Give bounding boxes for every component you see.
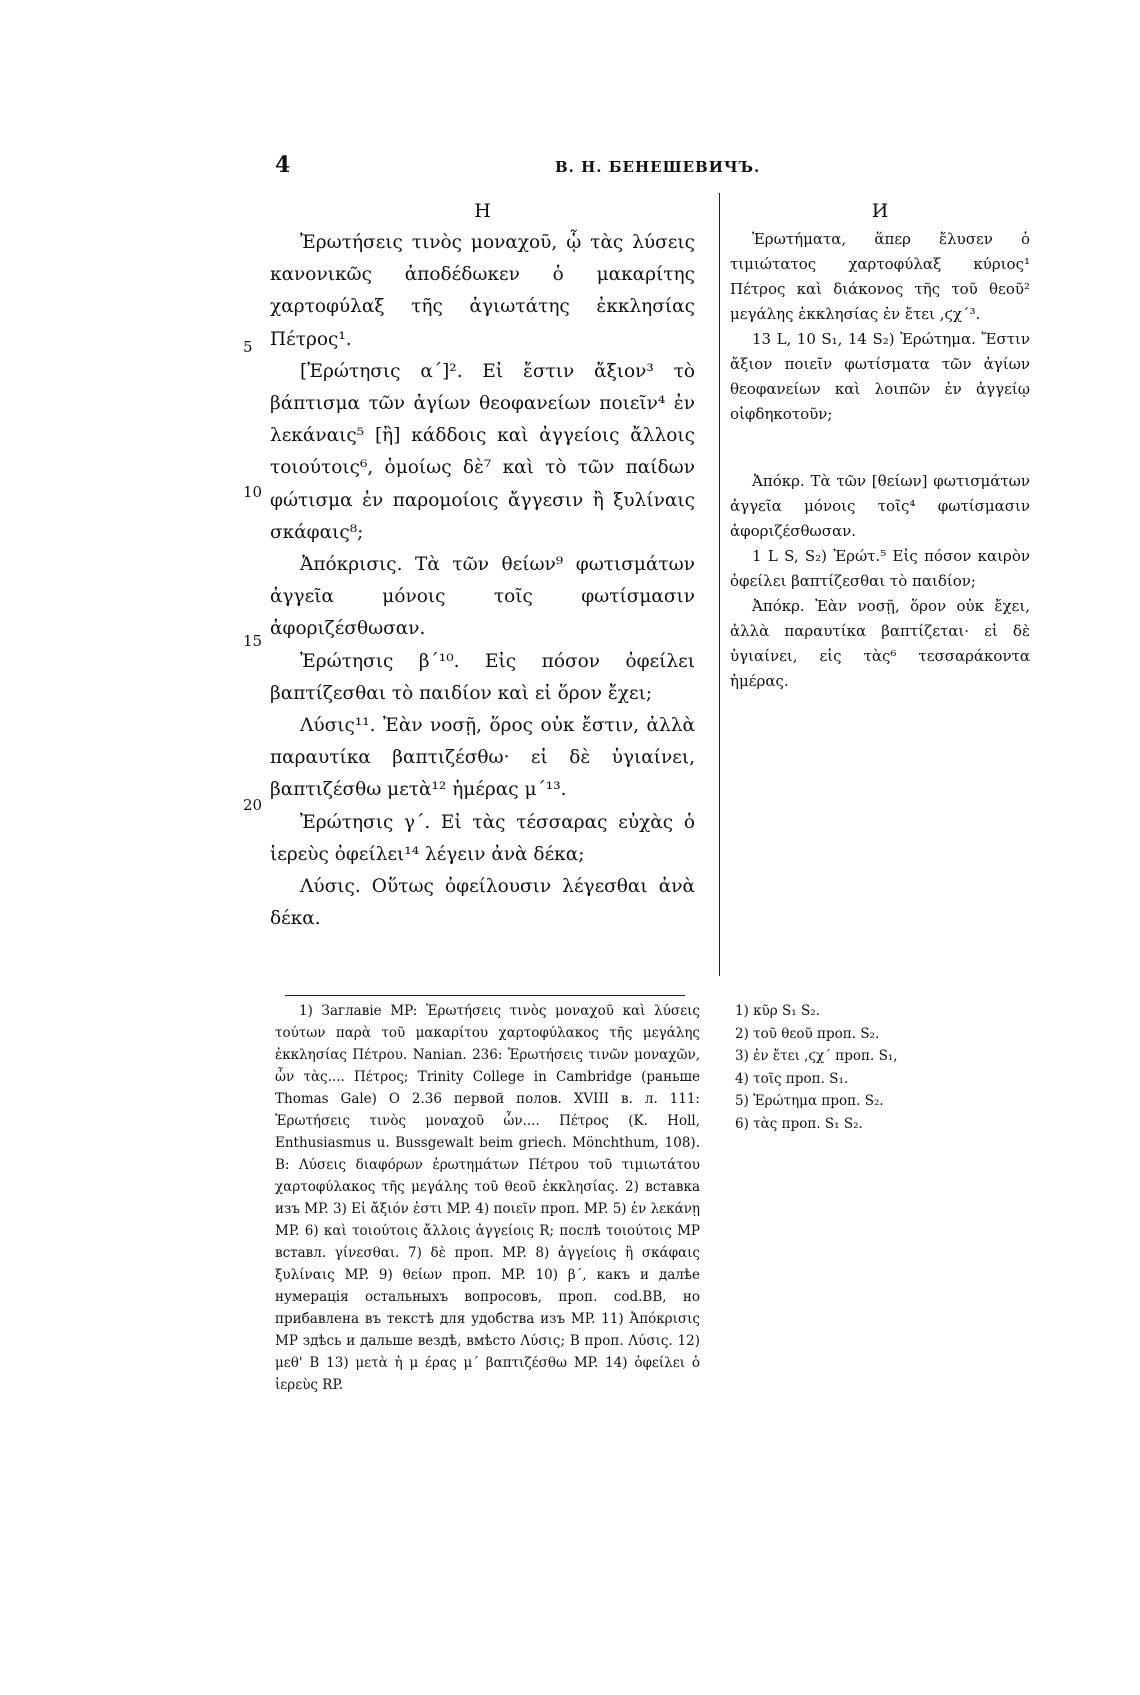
footnotes-right — [735, 1000, 935, 1135]
right-question-1: 13 L, 10 S₁, 14 S₂) Ἐρώτημα. Ἔστιν ἄξιον ποιεῖν φωτίσματα τῶν ἁγίων θεοφανείων καὶ λοιπῶν ἐν ἀγγείῳ οἰφδηκοτοῦν; — [730, 330, 1030, 423]
footnote-right: 1) κῦρ S₁ S₂. — [735, 1003, 820, 1019]
footnote-rule-left — [285, 995, 685, 996]
left-answer-3: Λύσις. Οὕτως ὀφείλουσιν λέγεσθαι ἀνὰ δέκα. — [270, 876, 695, 930]
footnote-right: 6) τὰς проп. S₁ S₂. — [735, 1115, 863, 1132]
footnotes-left — [275, 1000, 700, 1396]
left-question-3: Ἐρώτησις γ΄. Εἰ τὰς τέσσαρας εὐχὰς ὁ ἱερεὺς ὀφείλει¹⁴ λέγειν ἀνὰ δέκα; — [270, 811, 695, 865]
left-answer-2: Λύσις¹¹. Ἐὰν νοσῇ, ὅρος οὐκ ἔστιν, ἀλλὰ παραυτίκα βαπτιζέσθω· εἰ δὲ ὑγιαίνει, βαπτιζέσθω μετὰ¹² ἡμέρας μ΄¹³. — [270, 715, 695, 801]
footnote-right: 3) ἐν ἔτει ,ϛχ΄ проп. S₁, — [735, 1048, 898, 1064]
right-question-2: 1 L S, S₂) Ἐρώτ.⁵ Εἰς πόσον καιρὸν ὀφείλει βαπτίζεσθαι τὸ παιδίον; — [730, 547, 1030, 590]
footnote-right: 5) Ἐρώτημα проп. S₂. — [735, 1093, 884, 1109]
footnote-right: 4) τοῖς проп. S₁. — [735, 1070, 849, 1087]
left-answer-1: Ἀπόκρισις. Τὰ τῶν θείων⁹ φωτισμάτων ἀγγεῖα μόνοις τοῖς φωτίσμασιν ἀφοριζέσθωσαν. — [270, 554, 695, 640]
left-heading-paragraph: Ἐρωτήσεις τινὸς μοναχοῦ, ᾧ τὰς λύσεις κανονικῶς ἀποδέδωκεν ὁ μακαρίτης χαρτοφύλαξ τῆς ἁγιωτάτης ἐκκλησίας Πέτρος¹. — [270, 232, 695, 350]
line-number: 15 — [243, 632, 263, 650]
left-column-title: Η — [474, 200, 491, 222]
column-divider — [719, 193, 720, 976]
footnote-block-left: 1) Заглавіе MP: Ἐρωτήσεις τινὸς μοναχοῦ καὶ λύσεις τούτων παρὰ τοῦ μακαρίτου χαρτοφύλακος τῆς μεγάλης ἐκκλησίας Πέτρου. Nanian. 236: Ἐρωτήσεις τινῶν μοναχῶν, ὧν τὰς.... Πέτρος; Trinity College in Cambridge (раньше Thomas Gale) O 2.36 первой полов. XVIII в. л. 111: Ἐρωτήσεις τινὸς μοναχοῦ ὧν.... Πέτρος (K. Holl, Enthusiasmus u. Bussgewalt beim griech. Mönchthum, 108). B: Λύσεις διαφόρων ἐρωτημάτων Πέτρου τοῦ τιμιωτάτου χαρτοφύλακος τῆς μεγάλης τοῦ θεοῦ ἐκκλησίας. 2) вставка изъ MP. 3) Εἰ ἄξιόν ἐστι MP. 4) ποιεῖν проп. MP. 5) ἐν λεκάνῃ MP. 6) καὶ τοιούτοις ἄλλοις ἀγγείοις R; послѣ τοιούτοις MP вставл. γίνεσθαι. 7) δὲ проп. MP. 8) ἀγγείοις ἢ σκάφαις ξυλίναις MP. 9) θείων проп. MP. 10) β΄, какъ и далѣе нумерація остальныхъ вопросовъ, проп. cod.BB, но прибавлена въ текстѣ для удобства изъ MP. 11) Ἀπόκρισις MP здѣсь и дальше вездѣ, вмѣсто Λύσις; B проп. Λύσις. 12) μεθ' B 13) μετὰ ἡ μ έρας μ΄ βαπτιζέσθω MP. 14) ὀφείλει ὁ ἱερεὺς RP. — [275, 1003, 700, 1393]
line-number: 20 — [243, 796, 263, 814]
line-number: 10 — [243, 483, 263, 501]
right-heading-paragraph: Ἐρωτήματα, ἅπερ ἔλυσεν ὁ τιμιώτατος χαρτοφύλαξ κύριος¹ Πέτρος καὶ διάκονος τῆς τοῦ θεοῦ² μεγάλης ἐκκλησίας ἐν ἔτει ,ϛχ΄³. — [730, 230, 1030, 323]
page-header — [275, 152, 1035, 182]
running-head: В. Н. БЕНЕШЕВИЧЪ. — [555, 158, 761, 176]
line-number: 5 — [243, 338, 253, 356]
footnote-right: 2) τοῦ θεοῦ проп. S₂. — [735, 1025, 880, 1042]
page-number: 4 — [275, 152, 291, 178]
left-column — [270, 195, 695, 935]
right-column-title: И — [871, 200, 889, 222]
right-column — [730, 195, 1030, 694]
spacer — [730, 427, 1030, 469]
left-question-1: [Ἐρώτησις α΄]². Εἰ ἔστιν ἄξιον³ τὸ βάπτισμα τῶν ἁγίων θεοφανείων ποιεῖν⁴ ἐν λεκάναις⁵ [ἢ] κάδδοις καὶ ἀγγείοις ἄλλοις τοιούτοις⁶, ὁμοίως δὲ⁷ καὶ τὸ τῶν παίδων φώτισμα ἐν παρομοίοις ἄγγεσιν ἢ ξυλίναις σκάφαις⁸; — [270, 360, 695, 543]
right-answer-1: Ἀπόκρ. Τὰ τῶν [θείων] φωτισμάτων ἀγγεῖα μόνοις τοῖς⁴ φωτίσμασιν ἀφοριζέσθωσαν. — [730, 472, 1030, 540]
right-answer-2: Ἀπόκρ. Ἐὰν νοσῇ, ὅρον οὐκ ἔχει, ἀλλὰ παραυτίκα βαπτίζεται· εἰ δὲ ὑγιαίνει, εἰς τὰς⁶ τεσσαράκοντα ἡμέρας. — [730, 597, 1030, 690]
left-question-2: Ἐρώτησις β΄¹⁰. Εἰς πόσον ὀφείλει βαπτίζεσθαι τὸ παιδίον καὶ εἰ ὅρον ἔχει; — [270, 650, 695, 704]
